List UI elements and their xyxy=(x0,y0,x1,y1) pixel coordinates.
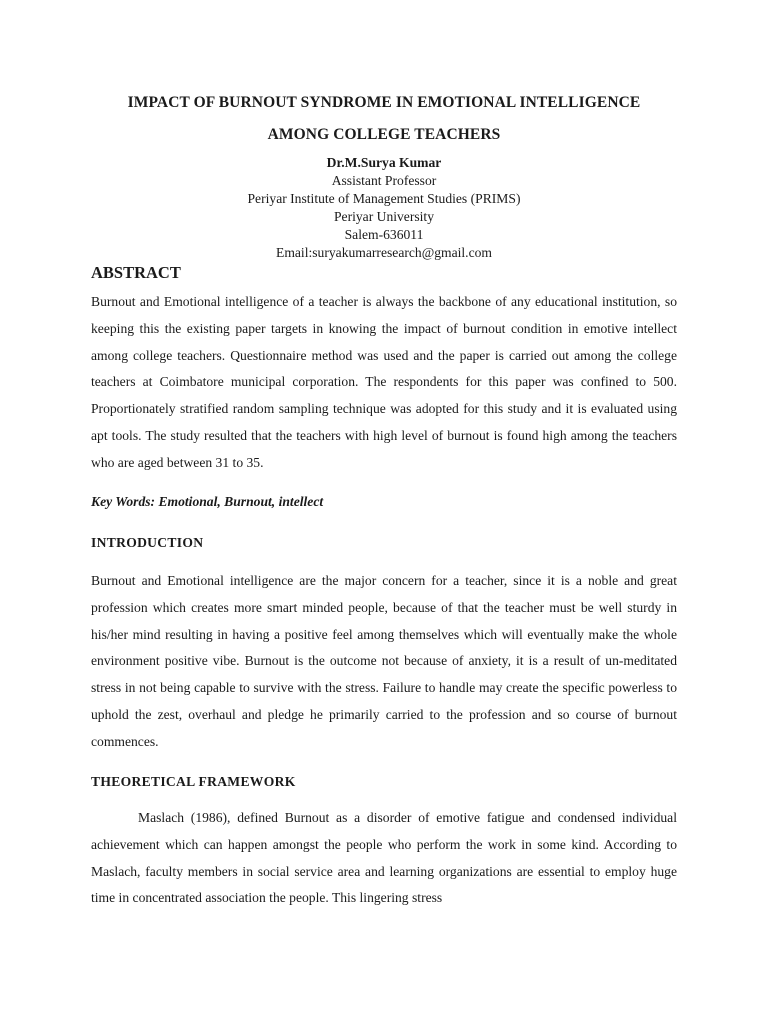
author-institute: Periyar Institute of Management Studies (PRIMS) xyxy=(247,191,521,206)
introduction-heading: INTRODUCTION xyxy=(91,535,204,550)
theoretical-framework-paragraph: Maslach (1986), defined Burnout as a disorder of emotive fatigue and condensed individual achievement which can happen amongst the people who perform the work in some kind. According to Maslach, faculty members in social service area and learning organizations are essential to employ huge time in concentrated association the people. This lingering stress xyxy=(91,810,677,906)
paper-title-line-1: IMPACT OF BURNOUT SYNDROME IN EMOTIONAL INTELLIGENCE xyxy=(127,94,641,111)
abstract-heading: ABSTRACT xyxy=(91,263,181,282)
author-email: Email:suryakumarresearch@gmail.com xyxy=(276,245,492,260)
author-position: Assistant Professor xyxy=(331,173,437,188)
author-city: Salem-636011 xyxy=(344,227,424,242)
paper-title-line-2: AMONG COLLEGE TEACHERS xyxy=(267,126,501,143)
author-block xyxy=(60,154,708,262)
abstract-paragraph: Burnout and Emotional intelligence of a teacher is always the backbone of any educational institution, so keeping this the existing paper targets in knowing the impact of burnout condition in emotive intellect among college teachers. Questionnaire method was used and the paper is carried out among the college teachers at Coimbatore municipal corporation. The respondents for this paper was confined to 500. Proportionately stratified random sampling technique was adopted for this study and it is evaluated using apt tools. The study resulted that the teachers with high level of burnout is found high among the teachers who are aged between 31 to 35. xyxy=(91,294,677,470)
introduction-paragraph: Burnout and Emotional intelligence are the major concern for a teacher, since it is a noble and great profession which creates more smart minded people, because of that the teacher must be well sturdy in his/her mind resulting in having a positive feel among themselves which will eventually make the whole environment positive vibe. Burnout is the outcome not because of anxiety, it is a result of un-meditated stress in not being capable to survive with the stress. Failure to handle may create the specific powerless to uphold the zest, overhaul and pledge he primarily carried to the profession and so course of burnout commences. xyxy=(91,573,677,749)
theoretical-framework-heading: THEORETICAL FRAMEWORK xyxy=(91,774,296,789)
author-name: Dr.M.Surya Kumar xyxy=(326,155,442,170)
keywords: Key Words: Emotional, Burnout, intellect xyxy=(91,494,324,509)
author-university: Periyar University xyxy=(333,209,435,224)
